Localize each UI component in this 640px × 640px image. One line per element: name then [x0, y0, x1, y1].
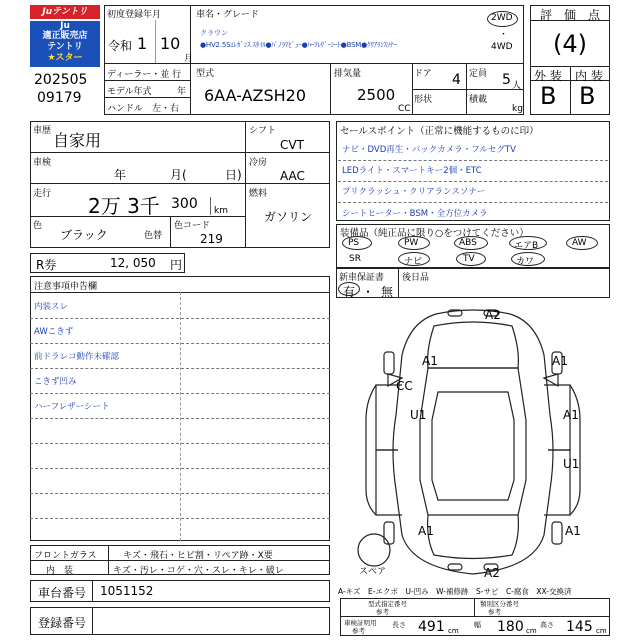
logo-line2: 適正販売店 [42, 31, 88, 41]
color-label: 色 [33, 221, 43, 231]
damage-mark: A1 [565, 524, 581, 538]
car-name-label: 車名・グレード [196, 10, 260, 20]
spec-height-label: 高さ [540, 621, 554, 629]
doors: 4 [452, 72, 461, 88]
notes-title: 注意事項申告欄 [34, 282, 98, 292]
displacement: 2500 [357, 86, 396, 104]
after-label: 後日品 [402, 273, 430, 283]
drive-2wd-text: 2WD [491, 13, 513, 23]
model-type: 6AA-AZSH20 [204, 86, 307, 105]
equip-abs: ABS [459, 238, 477, 248]
damage-mark: U1 [563, 457, 580, 471]
spec-cert-ref: 参考 [352, 627, 365, 635]
mileage-sub: 300 [171, 196, 198, 212]
use-label: 車歴 [33, 126, 52, 136]
color-code-label: 色コード [174, 221, 211, 231]
spec-height-unit: cm [596, 627, 607, 635]
note-item: ハーフレザーシート [34, 402, 110, 412]
model-year-unit: 年 [177, 87, 187, 97]
first-reg-month: 10 [160, 34, 181, 53]
shift-value: CVT [280, 138, 304, 152]
equip-pw: PW [404, 238, 419, 248]
mileage-main: 2万 3千 [88, 194, 160, 218]
first-reg-era: 令和 [108, 39, 133, 53]
damage-mark: A1 [563, 408, 579, 422]
spec-model-ref: 参考 [376, 608, 389, 616]
damage-mark: A1 [552, 354, 568, 368]
spec-height: 145 [566, 619, 593, 635]
drive-dot: ・ [499, 30, 509, 40]
sales-point-item: LEDライト・スマートキー2個・ETC [342, 166, 482, 176]
exterior-label: 外 装 [534, 69, 562, 83]
ac-label: 冷房 [249, 158, 268, 168]
sales-point-item: プリクラッシュ・クリアランスソナー [342, 187, 486, 197]
spec-length-label: 長さ [392, 621, 406, 629]
glass-value: キズ・飛石・ヒビ割・リペア跡・X要 [123, 551, 273, 561]
load-unit: kg [512, 104, 523, 114]
interior-label: 内 装 [575, 69, 603, 83]
interior-cond-value: キズ・汚レ・コゲ・穴・スレ・キレ・破レ [113, 566, 284, 576]
logo [30, 5, 100, 67]
ac-value: AAC [280, 169, 305, 183]
note-item: 前ドラレコ動作未確認 [34, 352, 120, 362]
sales-point-item: ナビ・DVD再生・バックカメラ・フルセグTV [342, 145, 516, 155]
dealer-label: ディーラー・並 行 [107, 70, 182, 80]
inspection-day: 日) [225, 168, 242, 182]
inspection-year: 年 [114, 168, 127, 182]
equip-ps: PS [348, 238, 360, 248]
mileage-label: 走行 [33, 189, 52, 199]
color-code: 219 [200, 232, 223, 246]
car-name: クラウン [200, 29, 228, 37]
damage-mark: U1 [410, 408, 427, 422]
spec-width-label: 幅 [474, 621, 481, 629]
spec-length: 491 [418, 619, 445, 635]
logo-line3: テントリ [47, 42, 83, 52]
warranty-dot: ・ [362, 285, 375, 299]
logo-brand: Juテントリ [30, 5, 100, 19]
equip-aw: AW [572, 238, 587, 248]
warranty-no: 無 [381, 285, 394, 299]
frame-number: 1051152 [100, 584, 154, 598]
spec-width-unit: cm [526, 627, 537, 635]
inspection-month: 月( [170, 168, 187, 182]
model-type-label: 型式 [196, 69, 215, 79]
interior-cond-label: 内 装 [46, 566, 74, 576]
logo-badge [30, 21, 100, 67]
exterior-grade: B [540, 82, 557, 110]
shift-label: シフト [249, 126, 277, 136]
mileage-unit: km [214, 206, 228, 216]
first-reg-year: 1 [137, 34, 148, 53]
handle-label: ハンドル 左・右 [107, 104, 180, 114]
recycle-unit: 円 [170, 258, 183, 272]
spec-model-label: 型式指定番号 [368, 600, 407, 608]
note-item: AWこきず [34, 327, 74, 337]
damage-mark: A2 [485, 308, 501, 322]
spec-cert-label: 車検証明用 [344, 619, 377, 627]
lot-number-2: 09179 [37, 90, 82, 106]
spec-length-unit: cm [448, 627, 459, 635]
color-value: ブラック [60, 228, 108, 242]
frame-number-label: 車台番号 [38, 586, 87, 600]
model-year-label: モデル年式 [107, 87, 152, 97]
sales-points-title: セールスポイント（正常に機能するものに印） [340, 126, 539, 137]
spec-width: 180 [497, 619, 524, 635]
registration-label: 登録番号 [38, 616, 87, 630]
first-reg-month-unit: 月 [184, 54, 194, 64]
note-item: 内装スレ [34, 302, 69, 312]
rating-score: (4) [553, 30, 587, 58]
warranty-label: 新車保証書 [339, 273, 385, 283]
glass-label: フロントガラス [34, 551, 97, 561]
damage-legend: A-キズ E-エクボ U-凹み W-補修跡 S-サビ C-腐食 XX-交換済 [338, 587, 572, 596]
logo-line4: ★スター [47, 53, 83, 63]
door-label: ドア [414, 69, 432, 79]
color-change-label: 色替 [144, 231, 163, 241]
logo-line1: Ju [60, 21, 70, 31]
use-value: 自家用 [53, 131, 102, 150]
grade-line: ●HV2.5Sｴﾚｶﾞﾝｽ ｽﾀｲﾙ●ﾊﾟﾉﾗﾏﾋﾞｭｰ●ﾊｰﾌﾚｻﾞｰｼｰﾄ●BSM●ｸﾘｱﾗﾝｽｿﾅｰ [200, 41, 397, 49]
car-diagram [336, 300, 610, 582]
capacity-label: 定員 [469, 69, 488, 79]
first-reg-label: 初度登録年月 [107, 10, 162, 20]
equip-navi: ナビ [404, 257, 423, 267]
spare-label: スペア [359, 567, 387, 577]
equip-leather: カワ [516, 257, 535, 267]
interior-grade: B [579, 82, 596, 110]
equip-sr: SR [349, 254, 361, 264]
spec-cat-ref: 参考 [488, 608, 501, 616]
damage-mark: A1 [422, 354, 438, 368]
drive-4wd-text: 4WD [491, 42, 513, 52]
fuel-value: ガソリン [264, 210, 313, 224]
lot-number-1: 202505 [34, 72, 88, 88]
recycle-label: R券 [36, 258, 57, 272]
rating-label: 評 価 点 [540, 8, 601, 22]
header-frame [104, 5, 524, 115]
damage-mark: A2 [484, 566, 500, 580]
load-label: 積載 [469, 95, 488, 105]
capacity-unit: 人 [512, 81, 522, 91]
equip-airbag: エアB [514, 241, 539, 251]
damage-mark: A1 [418, 524, 434, 538]
note-item: こきず凹み [34, 377, 77, 387]
capacity: 5 [502, 72, 511, 88]
fuel-label: 燃料 [249, 189, 268, 199]
inspection-label: 車検 [33, 158, 52, 168]
damage-mark: CC [396, 379, 413, 393]
spec-cat-label: 類別区分番号 [480, 600, 519, 608]
displacement-label: 排気量 [334, 69, 362, 79]
displacement-unit: CC [398, 104, 411, 114]
equipment-title: 装備品（純正品に限り○をつけてください） [340, 228, 529, 239]
shape-label: 形状 [414, 95, 433, 105]
recycle-value: 12, 050 [110, 256, 156, 270]
warranty-yes: 有 [343, 285, 356, 299]
equip-tv: TV [463, 254, 475, 264]
sales-point-item: シートヒーター・BSM・全方位カメラ [342, 209, 488, 219]
